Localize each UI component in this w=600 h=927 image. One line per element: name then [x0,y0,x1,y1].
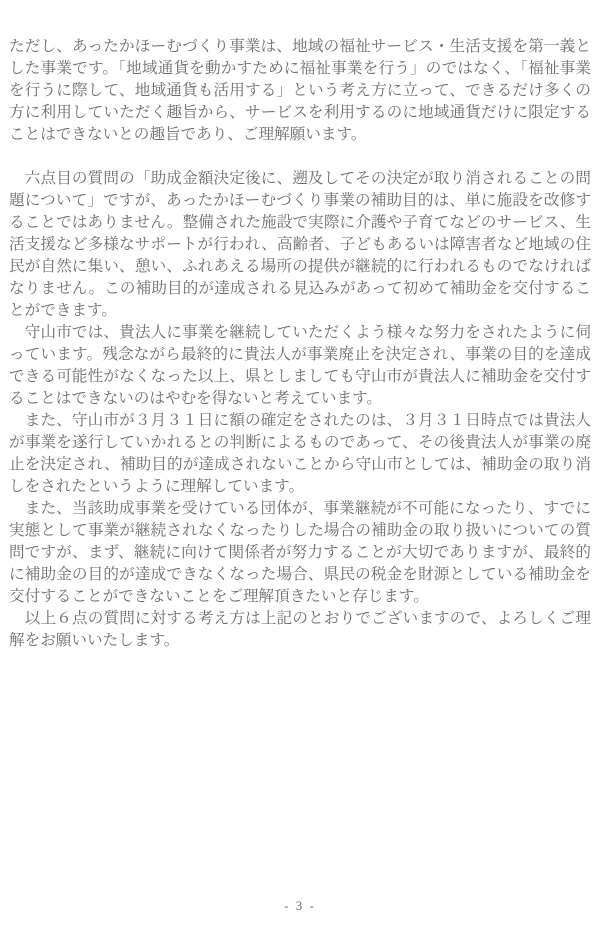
page-number: - 3 - [284,898,316,913]
paragraph-1: ただし、あったかほーむづくり事業は、地域の福祉サービス・生活支援を第一義とした事業です。「地域通貨を動かすために福祉事業を行う」のではなく、「福祉事業を行うに際して、地域通貨も活用する」という考え方に立って、できるだけ多くの方に利用していただく趣旨から、サービスを利用するのに地域通貨だけに限定することはできないとの趣旨であり、ご理解願います。 [9,38,591,143]
paragraph-2: 六点目の質問の「助成金額決定後に、遡及してその決定が取り消されることの問題について」ですが、あったかほーむづくり事業の補助目的は、単に施設を改修することではありません。整備された施設で実際に介護や子育てなどのサービス、生活支援など多様なサポートが行われ、高齢者、子どもあるいは障害者など地域の住民が自然に集い、憩い、ふれあえる場所の提供が継続的に行われるものでなければなりません。この補助目的が達成される見込みがあって初めて補助金を交付することができます。 [9,170,591,319]
paragraph-5: また、当該助成事業を受けている団体が、事業継続が不可能になったり、すでに実態として事業が継続されなくなったりした場合の補助金の取り扱いについての質問ですが、まず、継続に向けて関係者が努力することが大切でありますが、最終的に補助金の目的が達成できなくなった場合、県民の税金を財源としている補助金を交付することができないことをご理解頂きたいと存じます。 [9,500,591,605]
paragraph-3: 守山市では、貴法人に事業を継続していただくよう様々な努力をされたように伺っています。残念ながら最終的に貴法人が事業廃止を決定され、事業の目的を達成できる可能性がなくなった以上、県としましても守山市が貴法人に補助金を交付することはできないのはやむを得ないと考えています。 [9,324,591,407]
paragraph-6: 以上６点の質問に対する考え方は上記のとおりでございますので、よろしくご理解をお願いいたします。 [9,610,591,649]
document-body [9,36,591,652]
paragraph-4: また、守山市が３月３１日に額の確定をされたのは、３月３１日時点では貴法人が事業を遂行していかれるとの判断によるものであって、その後貴法人が事業の廃止を決定され、補助目的が達成されないことから守山市としては、補助金の取り消しをされたというように理解しています。 [9,412,591,495]
